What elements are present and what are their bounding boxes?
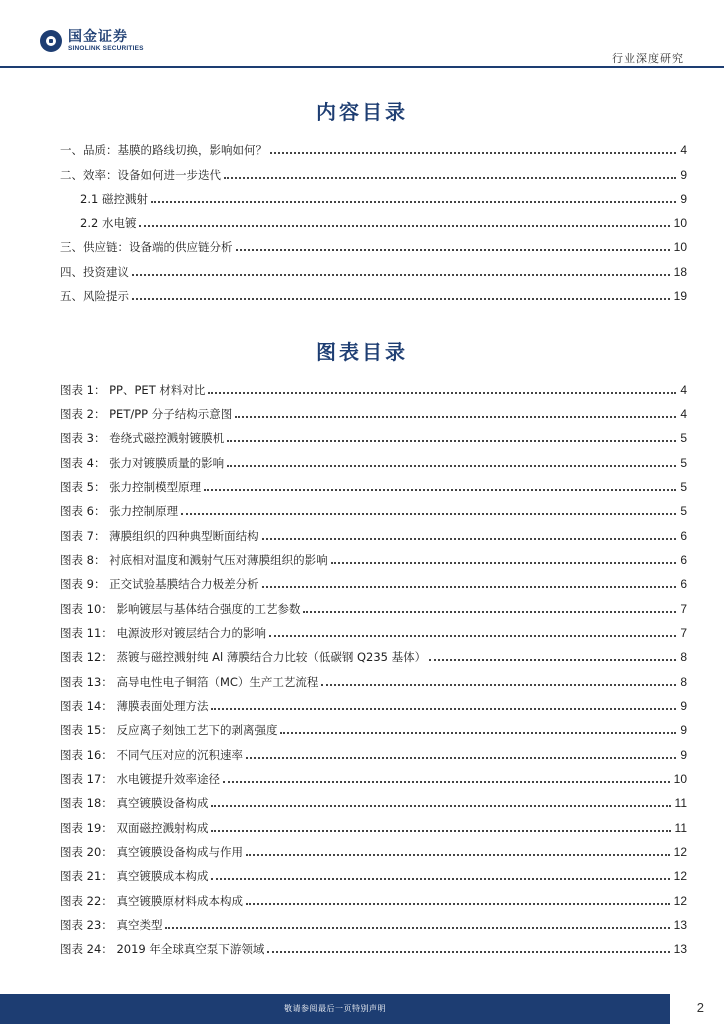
toc-subentry[interactable]: 2.1 磁控溅射 9 [80,192,687,206]
figure-entry[interactable]: 图表 2： PET/PP 分子结构示意图 4 [60,407,687,421]
figure-entry[interactable]: 图表 19： 双面磁控溅射构成 11 [60,821,687,835]
toc-subentry[interactable]: 2.2 水电镀 10 [80,216,687,230]
figure-entry[interactable]: 图表 24： 2019 年全球真空泵下游领域 13 [60,942,687,956]
figure-entry[interactable]: 图表 7： 薄膜组织的四种典型断面结构 6 [60,529,687,543]
figure-entry[interactable]: 图表 14： 薄膜表面处理方法 9 [60,699,687,713]
logo-chinese-name: 国金证券 [68,28,128,45]
figure-entry[interactable]: 图表 11： 电源波形对镀层结合力的影响 7 [60,626,687,640]
figure-entry[interactable]: 图表 6： 张力控制原理 5 [60,504,687,518]
toc-title: 内容目录 [316,100,408,124]
figure-entry[interactable]: 图表 16： 不同气压对应的沉积速率 9 [60,748,687,762]
figures-title: 图表目录 [316,340,408,364]
figure-entry[interactable]: 图表 3： 卷绕式磁控溅射镀膜机 5 [60,431,687,445]
page-header [0,0,724,68]
figure-entry[interactable]: 图表 21： 真空镀膜成本构成 12 [60,869,687,883]
figure-entry[interactable]: 图表 18： 真空镀膜设备构成 11 [60,796,687,810]
toc-entry[interactable]: 四、投资建议 18 [60,265,687,279]
figure-entry[interactable]: 图表 4： 张力对镀膜质量的影响 5 [60,456,687,470]
sinolink-logo [40,28,144,54]
footer-disclaimer: 敬请参阅最后一页特别声明 [284,1004,386,1013]
toc-entry[interactable]: 二、效率：设备如何进一步迭代 9 [60,168,687,182]
header-divider [0,66,724,68]
figure-entry[interactable]: 图表 12： 蒸镀与磁控溅射纯 Al 薄膜结合力比较（低碳钢 Q235 基体） 8 [60,650,687,664]
figure-entry[interactable]: 图表 23： 真空类型 13 [60,918,687,932]
sinolink-logo-icon [40,30,62,52]
figure-entry[interactable]: 图表 10： 影响镀层与基体结合强度的工艺参数 7 [60,602,687,616]
figure-entry[interactable]: 图表 20： 真空镀膜设备构成与作用 12 [60,845,687,859]
toc-entry[interactable]: 一、品质：基膜的路线切换，影响如何？ 4 [60,143,687,157]
toc-entry[interactable]: 五、风险提示 19 [60,289,687,303]
page-number: 2 [696,1000,704,1015]
figure-entry[interactable]: 图表 5： 张力控制模型原理 5 [60,480,687,494]
figure-entry[interactable]: 图表 13： 高导电性电子铜箔（MC）生产工艺流程 8 [60,675,687,689]
toc-entry[interactable]: 三、供应链：设备端的供应链分析 10 [60,240,687,254]
figure-entry[interactable]: 图表 9： 正交试验基膜结合力极差分析 6 [60,577,687,591]
logo-english-name: SINOLINK SECURITIES [68,44,144,52]
figure-entry[interactable]: 图表 1： PP、PET 材料对比 4 [60,383,687,397]
figure-entry[interactable]: 图表 15： 反应离子刻蚀工艺下的剥离强度 9 [60,723,687,737]
page-footer [0,994,724,1024]
report-type-label: 行业深度研究 [612,52,684,65]
figure-entry[interactable]: 图表 17： 水电镀提升效率途径 10 [60,772,687,786]
figure-entry[interactable]: 图表 8： 衬底相对温度和溅射气压对薄膜组织的影响 6 [60,553,687,567]
figure-entry[interactable]: 图表 22： 真空镀膜原材料成本构成 12 [60,894,687,908]
